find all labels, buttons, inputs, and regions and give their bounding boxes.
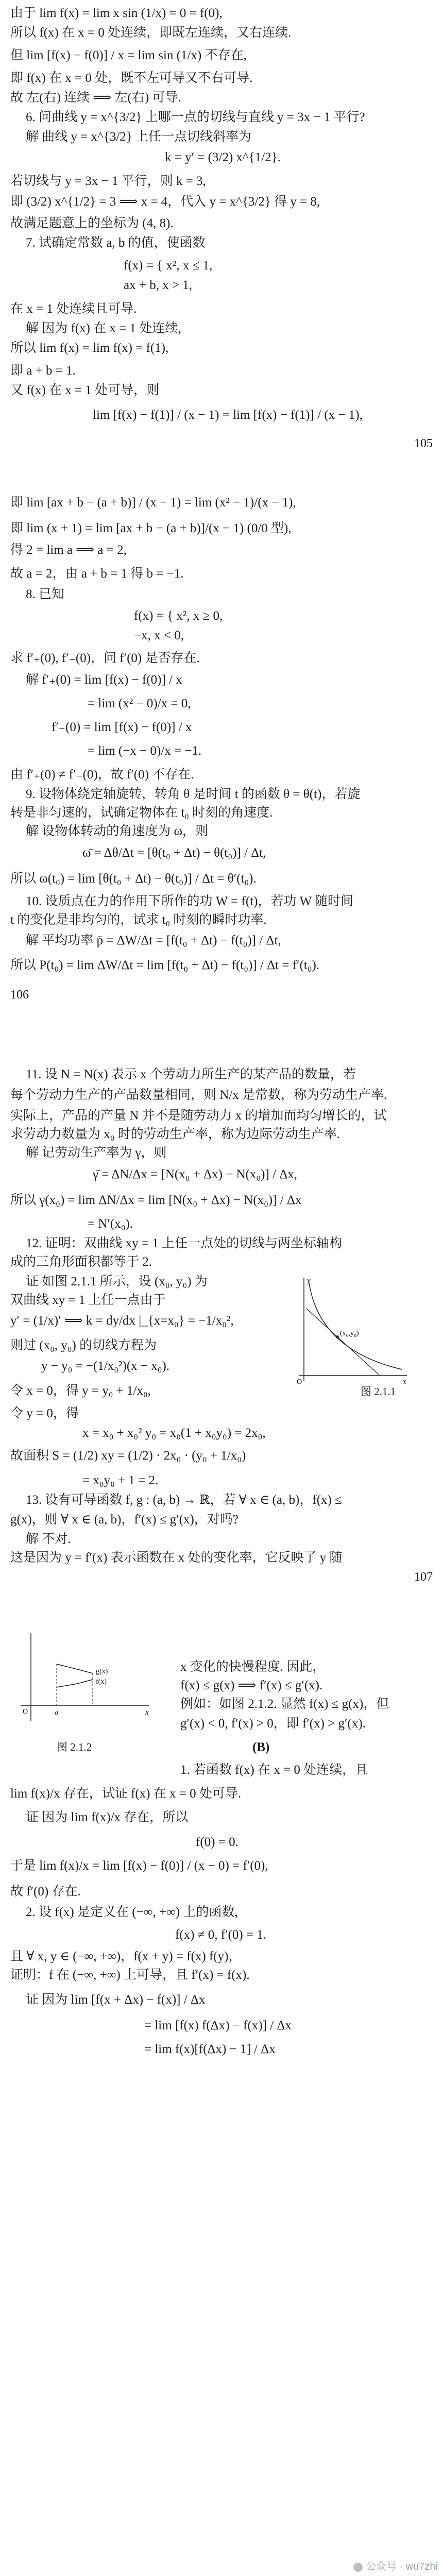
x-axis-label: x xyxy=(145,1708,149,1717)
point-label: (x₀,y₀) xyxy=(340,1330,359,1337)
text-line: 证 如图 2.1.1 所示，设 (x₀, y₀) 为 xyxy=(26,1275,208,1289)
f-curve xyxy=(57,1680,93,1687)
text-line: lim f(x)/x 存在，试证 f(x) 在 x = 0 处可导. xyxy=(10,1787,242,1801)
hyperbola-figure xyxy=(288,1273,412,1386)
text-line: 解 平均功率 p̄ = ΔW/Δt = [f(t₀ + Δt) − f(t₀)] / Δt, xyxy=(26,934,281,947)
text-line: k = y′ = (3/2) x^{1/2}. xyxy=(165,150,281,164)
text-line: 10. 设质点在力的作用下所作的功 W = f(t)，若功 W 随时间 xyxy=(26,894,354,908)
text-line: 证 因为 lim [f(x + Δx) − f(x)] / Δx xyxy=(26,1993,206,2007)
text-line: γ̄ = ΔN/Δx = [N(x₀ + Δx) − N(x₀)] / Δx, xyxy=(93,1167,298,1181)
text-line: 解 记劳动生产率为 γ，则 xyxy=(26,1146,167,1160)
text-line: 11. 设 N = N(x) 表示 x 个劳动力所生产的某产品的数量，若 xyxy=(26,1067,356,1081)
page-number: 107 xyxy=(414,1570,433,1584)
figure-2-1-2-caption: 图 2.1.2 xyxy=(57,1741,92,1753)
text-line: 得 2 = lim a ⟹ a = 2, xyxy=(10,543,127,557)
text-line: 解 f′₊(0) = lim [f(x) − f(0)] / x xyxy=(26,673,182,687)
text-line: 所以 lim f(x) = lim f(x) = f(1), xyxy=(10,341,169,355)
text-line: 13. 设有可导函数 f, g : (a, b) → ℝ，若 ∀ x ∈ (a, b)，f(x) ≤ xyxy=(26,1493,342,1507)
text-line: 又 f(x) 在 x = 1 处可导，则 xyxy=(10,383,160,397)
text-line: 于是 lim f(x)/x = lim [f(x) − f(0)] / (x − 0) = f′(0), xyxy=(10,1859,268,1873)
text-line: = N′(x₀). xyxy=(88,1217,133,1231)
page-number: 105 xyxy=(414,437,433,450)
text-line: f(x) = { x², x ≤ 1, xyxy=(124,259,213,273)
text-line: ω̄ = Δθ/Δt = [θ(t₀ + Δt) − θ(t₀)] / Δt, xyxy=(82,846,266,860)
text-line: −x, x < 0, xyxy=(134,629,184,642)
text-line: 但 lim [f(x) − f(0)] / x = lim sin (1/x) 不存在, xyxy=(10,48,247,62)
watermark-text: 公众号 · wu7zhi xyxy=(365,2561,438,2572)
text-line: 由 f′₊(0) ≠ f′₋(0)，故 f′(0) 不存在. xyxy=(10,768,194,782)
x-axis-label: x xyxy=(403,1378,406,1386)
watermark xyxy=(353,2560,438,2573)
text-line: 7. 试确定常数 a, b 的值，使函数 xyxy=(26,236,206,250)
text-line: 8. 已知 xyxy=(26,587,65,601)
text-line: 成的三角形面积都等于 2. xyxy=(10,1255,152,1269)
text-line: 每个劳动力生产的产品数量相同，则 N/x 是常数，称为劳动生产率. xyxy=(10,1088,387,1102)
text-line: 故面积 S = (1/2) xy = (1/2) · 2x₀ · (y₀ + 1/x₀) xyxy=(10,1449,246,1463)
text-line: g(x)，则 ∀ x ∈ (a, b)，f′(x) ≤ g′(x)，对吗? xyxy=(10,1513,238,1527)
figure-2-1-1-caption: 图 2.1.1 xyxy=(361,1385,396,1398)
text-line: 所以 P(t₀) = lim ΔW/Δt = lim [f(t₀ + Δt) − f(t₀)] / Δt = f′(t₀). xyxy=(10,958,320,972)
text-line: 令 x = 0，得 y = y₀ + 1/x₀, xyxy=(10,1384,151,1398)
g-label: g(x) xyxy=(96,1668,108,1675)
text-line: ax + b, x > 1, xyxy=(124,278,193,292)
text-line: 令 y = 0，得 xyxy=(10,1406,79,1420)
text-line: y′ = (1/x)′ ⟹ k = dy/dx |_{x=x₀} = −1/x₀², xyxy=(10,1314,234,1328)
tangent-point xyxy=(336,1335,339,1338)
text-line: 即 lim [ax + b − (a + b)] / (x − 1) = lim (x² − 1)/(x − 1), xyxy=(10,496,296,510)
text-line: 求劳动力数量为 x₀ 时的劳动生产率，称为边际劳动生产率. xyxy=(10,1127,340,1141)
text-line: = lim (x² − 0)/x = 0, xyxy=(88,697,191,710)
figure-2-1-1 xyxy=(288,1273,412,1386)
text-line: 1. 若函数 f(x) 在 x = 0 处连续，且 xyxy=(180,1763,368,1777)
text-line: 在 x = 1 处连续且可导. xyxy=(10,302,137,316)
text-line: 故满足题意上的坐标为 (4, 8). xyxy=(10,216,174,230)
text-line: 证 因为 lim f(x)/x 存在，所以 xyxy=(26,1810,189,1824)
text-line: 若切线与 y = 3x − 1 平行，则 k = 3, xyxy=(10,174,206,188)
text-line: x 变化的快慢程度. 因此， xyxy=(180,1660,326,1674)
origin-label: O xyxy=(23,1708,28,1716)
text-line: 双曲线 xy = 1 上任一点由于 xyxy=(10,1293,166,1307)
text-line: 12. 证明：双曲线 xy = 1 上任一点处的切线与两坐标轴构 xyxy=(26,1236,343,1250)
text-line: f(x) = { x², x ≥ 0, xyxy=(134,609,223,623)
text-line: = lim f(x)[f(Δx) − 1] / Δx xyxy=(144,2042,276,2056)
text-line: 则过 (x₀, y₀) 的切线方程为 xyxy=(10,1338,157,1352)
text-line: 所以 f(x) 在 x = 0 处连续，即既左连续，又右连续. xyxy=(10,26,292,40)
comparison-figure xyxy=(10,1628,155,1731)
text-line: 这是因为 y = f′(x) 表示函数在 x 处的变化率，它反映了 y 随 xyxy=(10,1551,343,1565)
hyperbola-curve xyxy=(309,1283,402,1369)
f-label: f(x) xyxy=(96,1678,107,1686)
text-line: 解 曲线 y = x^{3/2} 上任一点切线斜率为 xyxy=(26,130,252,144)
text-line: 所以 ω(t₀) = lim [θ(t₀ + Δt) − θ(t₀)] / Δt = θ′(t₀). xyxy=(10,872,257,886)
text-line: 2. 设 f(x) 是定义在 (−∞, +∞) 上的函数, xyxy=(26,1905,238,1919)
text-line: f(x) ≤ g(x) ⟹ f′(x) ≤ g′(x). xyxy=(180,1679,323,1692)
text-line: (B) xyxy=(252,1740,270,1754)
text-line: 例如：如图 2.1.2. 显然 f(x) ≤ g(x)，但 xyxy=(180,1697,389,1711)
text-line: 所以 γ(x₀) = lim ΔN/Δx = lim [N(x₀ + Δx) − N(x₀)] / Δx xyxy=(10,1193,302,1207)
text-line: g′(x) < 0, f′(x) > 0，即 f′(x) > g′(x). xyxy=(180,1717,366,1731)
text-line: 故 f′(0) 存在. xyxy=(10,1885,81,1899)
text-line: 即 lim (x + 1) = lim [ax + b − (a + b)]/(x − 1) (0/0 型), xyxy=(10,521,292,535)
g-curve xyxy=(57,1664,93,1673)
text-line: y − y₀ = −(1/x₀²)(x − x₀). xyxy=(41,1359,170,1373)
text-line: x = x₀ + x₀² y₀ = x₀(1 + x₀y₀) = 2x₀, xyxy=(82,1426,266,1440)
text-line: 解 因为 f(x) 在 x = 1 处连续, xyxy=(26,321,181,335)
text-line: 转是非匀速的，试确定物体在 t₀ 时刻的角速度. xyxy=(10,806,273,820)
text-line: f′₋(0) = lim [f(x) − f(0)] / x xyxy=(52,720,192,734)
text-line: 解 设物体转动的角速度为 ω，则 xyxy=(26,824,208,838)
text-line: 9. 设物体绕定轴旋转，转角 θ 是时间 t 的函数 θ = θ(t)，若旋 xyxy=(26,787,361,801)
text-line: lim [f(x) − f(1)] / (x − 1) = lim [f(x) − f(1)] / (x − 1), xyxy=(93,408,363,422)
text-line: 且 ∀ x, y ∈ (−∞, +∞)，f(x + y) = f(x) f(y)， xyxy=(10,1950,242,1963)
text-line: 求 f′₊(0), f′₋(0)，问 f′(0) 是否存在. xyxy=(10,651,200,665)
text-line: 故 左(右) 连续 ⟹ 左(右) 可导. xyxy=(10,91,181,105)
text-line: 解 不对. xyxy=(26,1532,71,1546)
text-line: t 的变化是非均匀的，试求 t₀ 时刻的瞬时功率. xyxy=(10,913,267,927)
figure-2-1-2 xyxy=(10,1628,155,1731)
text-line: 即 a + b = 1. xyxy=(10,364,76,378)
tangent-line xyxy=(306,1309,379,1375)
text-line: 即 f(x) 在 x = 0 处，既不左可导又不右可导. xyxy=(10,71,253,85)
y-axis-label: y xyxy=(307,1277,311,1285)
text-line: f(x) ≠ 0, f′(0) = 1. xyxy=(175,1928,266,1942)
text-line: 故 a = 2，由 a + b = 1 得 b = −1. xyxy=(10,567,184,581)
page-number: 106 xyxy=(10,988,29,1002)
text-line: f(0) = 0. xyxy=(196,1835,238,1849)
text-line: = x₀y₀ + 1 = 2. xyxy=(82,1473,159,1487)
origin-label: O xyxy=(297,1378,302,1386)
text-line: 证明：f 在 (−∞, +∞) 上可导，且 f′(x) = f(x). xyxy=(10,1968,250,1982)
text-line: 由于 lim f(x) = lim x sin (1/x) = 0 = f(0), xyxy=(10,6,223,20)
wechat-icon xyxy=(353,2563,363,2572)
text-line: = lim (−x − 0)/x = −1. xyxy=(88,744,202,758)
text-line: 6. 问曲线 y = x^{3/2} 上哪一点的切线与直线 y = 3x − 1 平行? xyxy=(26,110,365,124)
text-line: = lim [f(x) f(Δx) − f(x)] / Δx xyxy=(144,2019,292,2032)
text-line: 实际上，产品的产量 N 并不是随劳动力 x 的增加而均匀增长的，试 xyxy=(10,1109,387,1123)
tick-a: a xyxy=(55,1709,58,1717)
text-line: 即 (3/2) x^{1/2} = 3 ⟹ x = 4，代入 y = x^{3/2} 得 y = 8, xyxy=(10,195,320,209)
